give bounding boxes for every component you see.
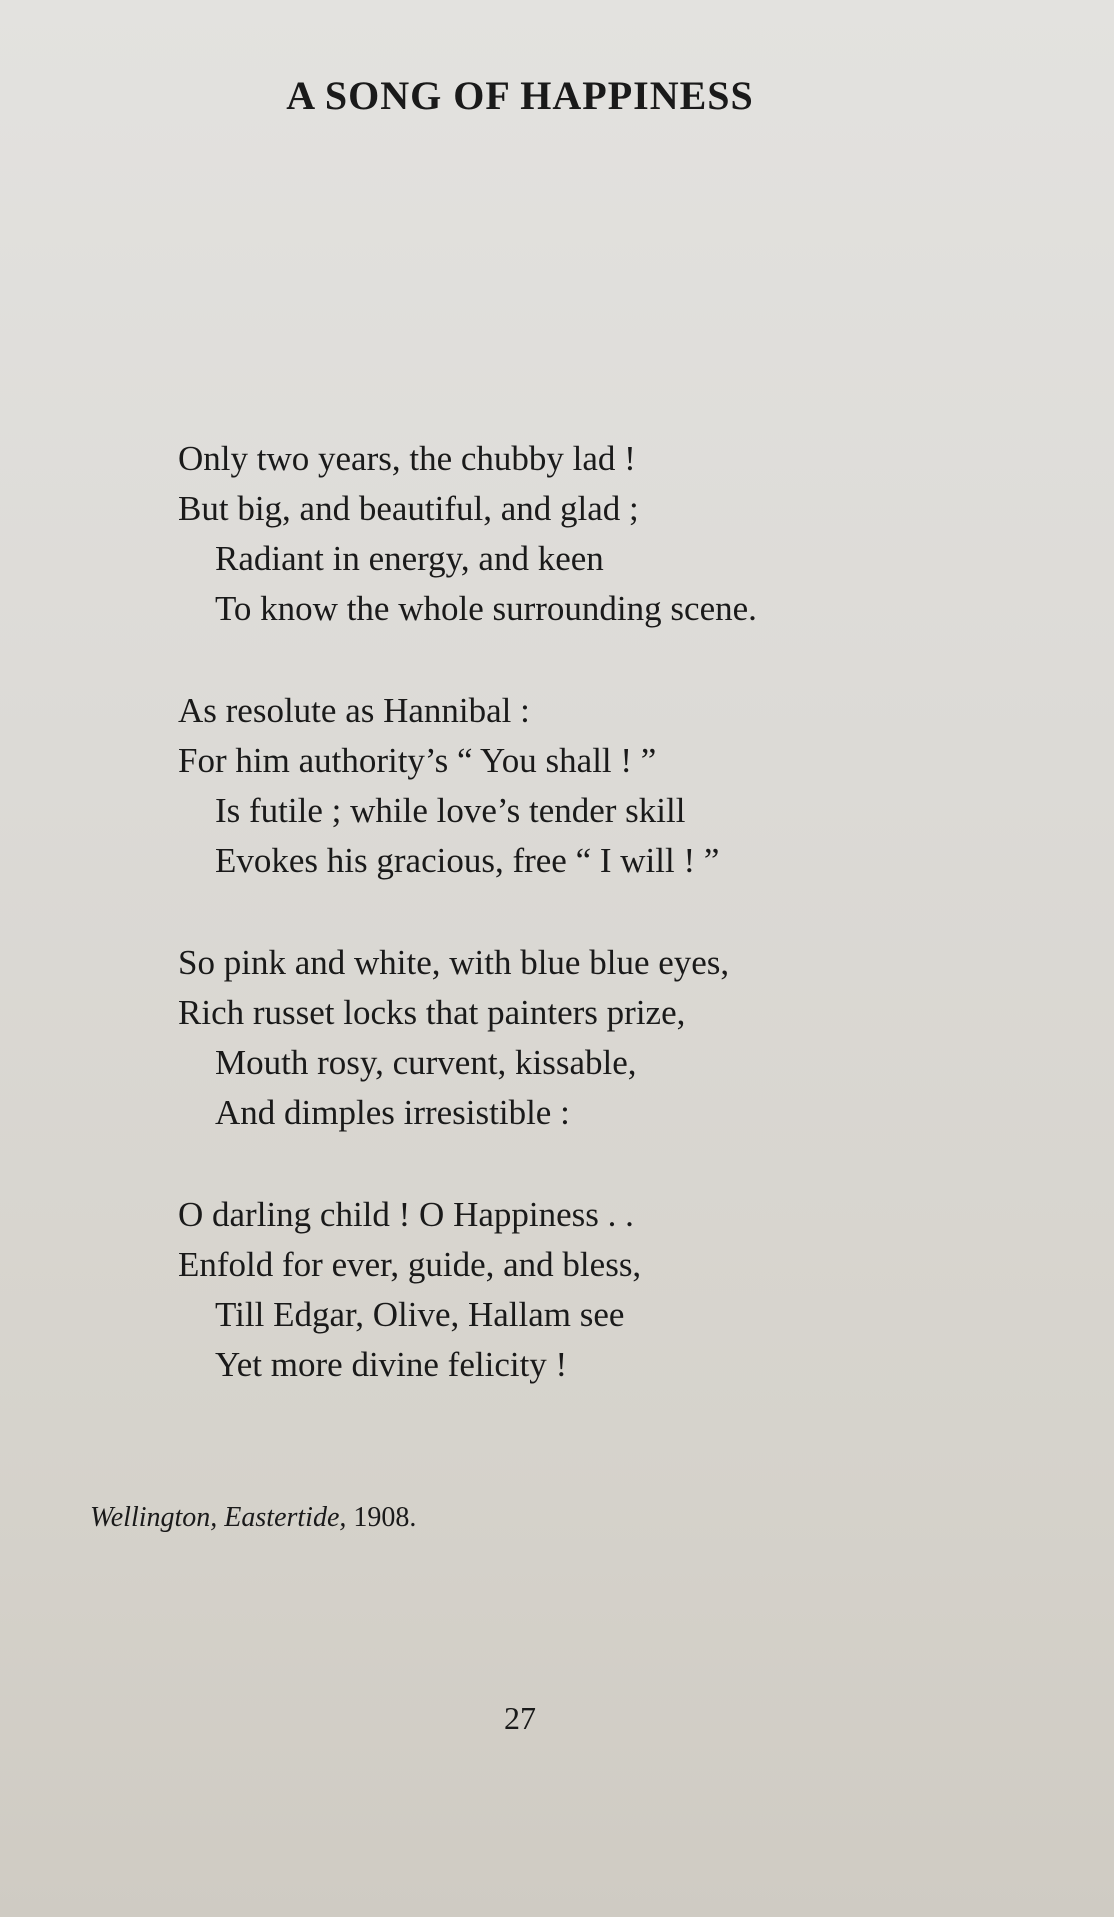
poem-line: Mouth rosy, curvent, kissable, [215,1043,637,1082]
poem-line: Only two years, the chubby lad ! [178,439,636,478]
poem-line: O darling child ! O Happiness . . [178,1195,634,1234]
poem-line: To know the whole surrounding scene. [215,589,757,628]
poem-line: Evokes his gracious, free “ I will ! ” [215,841,720,880]
poem-line: Rich russet locks that painters prize, [178,993,686,1032]
poem-title: A SONG OF HAPPINESS [286,73,754,118]
poem-line: Radiant in energy, and keen [215,539,604,578]
poem-line: Yet more divine felicity ! [215,1345,568,1384]
poem-line: Is futile ; while love’s tender skill [215,791,686,830]
signature-year: 1908. [353,1502,417,1533]
page-number: 27 [504,1700,536,1736]
poem-line: Enfold for ever, guide, and bless, [178,1245,642,1284]
poem-line: But big, and beautiful, and glad ; [178,489,639,528]
stanza-2 [178,686,978,886]
poem-line: Till Edgar, Olive, Hallam see [215,1295,625,1334]
poem-line: And dimples irresistible : [215,1093,570,1132]
poem-line: So pink and white, with blue blue eyes, [178,943,730,982]
signature-place: Wellington, Eastertide, [90,1502,347,1533]
stanza-3 [178,938,978,1138]
poem-line: For him authority’s “ You shall ! ” [178,741,657,780]
stanza-4 [178,1190,978,1390]
poem-line: As resolute as Hannibal : [178,691,530,730]
stanza-1 [178,434,978,634]
poem-signature [90,1502,416,1534]
poem-body [178,434,978,1442]
